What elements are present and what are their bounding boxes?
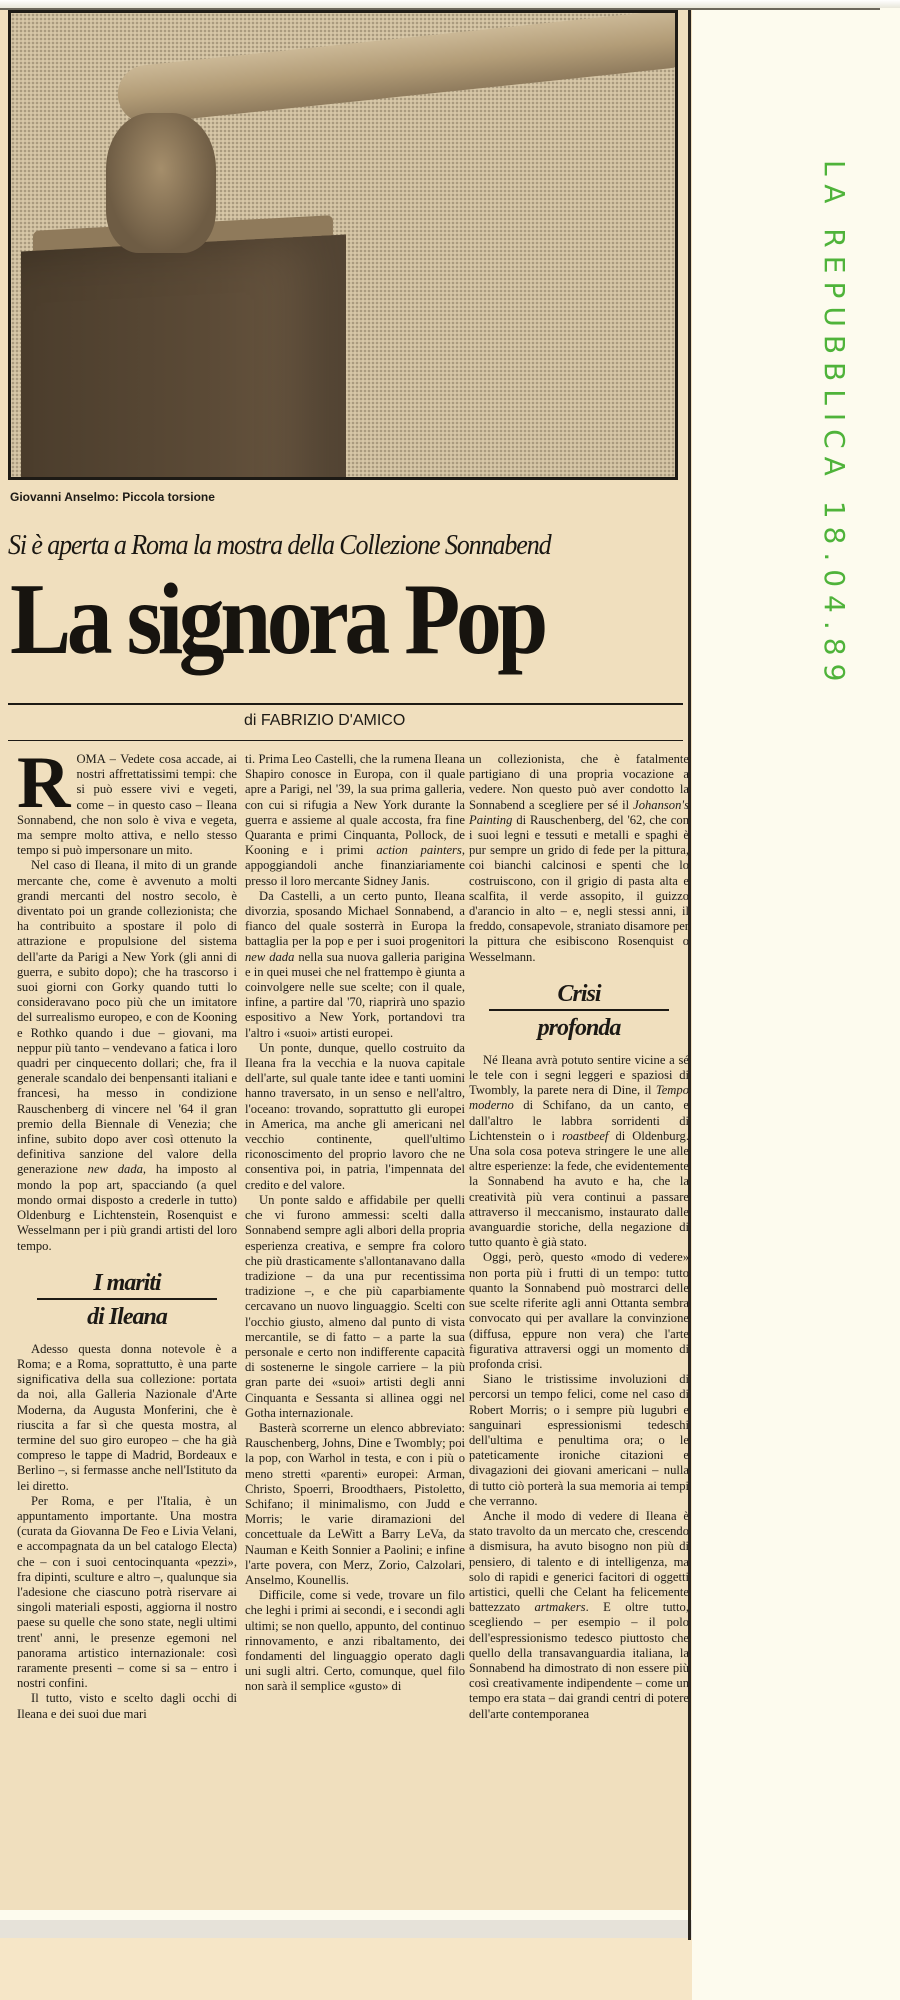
article-column-2 — [245, 752, 465, 1695]
paragraph: Per Roma, e per l'Italia, è un appuntamento importante. Una mostra (curata da Giovanna De Feo e Livia Velani, e accompagnata da un bel catalogo Electa) che – con i suoi centocinquanta «pezzi», fra dipinti, sculture e altro –, qualunque sia l'adesione che ciascuno potrà riservare ai singoli materiali esposti, aggiorna il nostro paese su quelle che sono state, negli ultimi trent' anni, le presenze egemoni nel panorama artistico internazionale: così raramente presenti – come si sa – entro i nostri confini. — [17, 1493, 237, 1691]
paragraph: Adesso questa donna notevole è a Roma; e a Roma, soprattutto, è una parte significativa della sua collezione: portata da noi, alla Galleria Nazionale d'Arte Moderna, da Augusta Monferini, che è riuscita a far sì che questa mostra, al termine del suo giro europeo – che ha già compreso le tappe di Madrid, Bordeaux e Berlino –, si fermasse anche nell'Istituto da lei diretto. — [17, 1341, 237, 1493]
paragraph-text: . E oltre tutto, scegliendo – per esempio – il polo dell'espressionismo tedesco piuttosto che quello della transavanguardia italiana, la Sonnabend ha dimostrato di non essere più così creativamente indipendente – come un tempo era stata – dai grandi centri di potere dell'arte contemporanea — [469, 1600, 689, 1721]
paragraph-text: nella sua nuova galleria parigina e in quei musei che nel frattempo è giunta a coinvolgere nelle sue scelte; con il quale, infine, a partire dal '70, riaprirà uno spazio espositivo a New York, portandovi tra l'altro i «suoi» artisti europei. — [245, 949, 466, 1040]
paragraph-text: di Schifano, da un canto, e dall'altro le labbra sorridenti di Lichtenstein o i — [469, 1098, 689, 1143]
paragraph-text: , appoggiandoli anche finanziariamente presso il loro mercante Sidney Janis. — [245, 843, 465, 888]
byline: di FABRIZIO D'AMICO — [244, 712, 406, 729]
italic-term: action painters — [376, 843, 462, 858]
paragraph: Difficile, come si vede, trovare un filo che leghi i primi ai secondi, e i secondi agli ultimi; se non quello, appunto, del continuo rinnovamento, e anzi ribaltamento, dei fondamenti del linguaggio operato dagli uni sugli altri. Certo, comunque, quel filo non sarà il semplice «gusto» di — [245, 1588, 465, 1694]
paragraph-text: ti. Prima Leo Castelli, che la rumena Ileana Shapiro conosce in Europa, con il quale apre a Parigi, nel '39, la sua prima galleria, con cui si rifugia a New York durante la guerra e assieme al quale accosta, fra fine Quaranta e primi Cinquanta, Pollock, de Kooning e i primi — [245, 752, 465, 858]
clipping-lower-margin — [0, 1938, 692, 2000]
paragraph-text: Anche il modo di vedere di Ileana è stato travolto da un mercato che, crescendo a dismisura, ha avuto bisogno non più di pensiero, di talento e di intelligenza, ma solo di rapidi e generici facitori di oggetti artistici, quelli che Celant ha felicemente battezzato — [469, 1508, 689, 1615]
subheading-mariti — [17, 1270, 237, 1330]
article-column-3 — [469, 752, 689, 1722]
clipping-fold-band — [0, 1920, 692, 1938]
drop-cap: R — [17, 742, 71, 824]
subheading-line: Crisi — [557, 980, 601, 1007]
stone-block — [21, 234, 346, 480]
paragraph: Un ponte saldo e affidabile per quelli che vi furono ammessi: scelti dalla Sonnabend sempre agli albori della propria esperienza creativa, e sempre fra coloro che più drasticamente s'allontanavano dalla tradizione – da una pur recentissima tradizione –, e che più caparbiamente cercavano un nuovo linguaggio. Scelti con l'occhio giusto, almeno dal punto di vista mercantile, se di fatto – a parte la sua personale e certo non indifferente capacità di sostenerne le singole carriere – la più gran parte dei «suoi» artisti degli anni Cinquanta e Sessanta si allinea oggi nel Gotha internazionale. — [245, 1192, 465, 1420]
paragraph-text: , ha imposto al mondo la pop art, spacciando (a quel mondo ormai disposto a crederle in tutto) Oldenburg e Lichtenstein, Rosenquist e Wesselmann per i più grandi artisti del loro tempo. — [17, 1162, 238, 1253]
article-column-1 — [17, 742, 238, 1722]
paragraph — [469, 1053, 689, 1251]
paragraph-text: Né Ileana avrà potuto sentire vicine a sé le tele con i segni leggeri e spaziosi di Twombly, la parete nera di Dine, il — [469, 1052, 689, 1098]
italic-term: Johanson's Painting — [469, 797, 689, 827]
paragraph-text: Nel caso di Ileana, il mito di un grande mercante che, come è avvenuto a molti grandi mercanti del nostro secolo, è diventato poi un grande collezionista; che ha contribuito a spostare il polo di attrazione e propulsione del sistema dell'arte da Parigi a New York (gli anni di guerra, e subito dopo); che ha trascorso i suoi giorni con Gorky quando tutti lo consideravano poco più che un imitatore del surrealismo europeo, e con de Kooning e Rothko quando i due – giovani, ma neppur più tanto – vendevano a fatica i loro quadri per cinquecento dollari; che, fra il generale scandalo dei benpensanti italiani e francesi, ha messo in condizione Rauschenberg di vincere nel '64 il gran premio della Biennale di Venezia; che infine, subito dopo aver così ottenuto la definitiva sanzione del valore della generazione — [17, 858, 237, 1177]
paragraph: Il tutto, visto e scelto dagli occhi di Ileana e dei suoi due mari — [17, 1691, 237, 1721]
italic-term: new dada — [245, 949, 295, 964]
byline-rule — [8, 740, 683, 741]
scan-top-edge — [0, 0, 900, 8]
sculpture-photo — [8, 10, 678, 480]
article-kicker: Si è aperta a Roma la mostra della Collezione Sonnabend — [8, 530, 551, 561]
paragraph-text: di Rauschenberg, del '62, che con i suoi legni e tessuti e metalli e spaghi è pur sempre un grido di fede per la pittura, coi bianchi calcinosi e spenti che lo costruiscono, con il grigio di pasta alta e scalfita, il verde assopito, il guizzo d'arancio in alto – e, negli stessi anni, il freddo, consapevole, straniato disamore per la pittura che esibiscono Rosenquist o Wesselmann. — [469, 812, 689, 964]
paragraph — [245, 889, 465, 1041]
subheading-rule — [489, 1009, 669, 1011]
paragraph-text: OMA – Vedete cosa accade, ai nostri affrettatissimi tempi: che si può essere vivi e vegeti, come – in questo caso – Ileana Sonnabend, che non solo è viva e vegeta, ma sempre molto attiva, e nello stesso tempo si può impersonare un mito. — [17, 752, 237, 858]
paragraph — [17, 742, 237, 858]
subheading-rule — [37, 1298, 217, 1300]
paragraph-text: di Oldenburg. Una sola cosa poteva stringere le une alle altre esperienze: la fede, che evidentemente la Sonnabend ha avuto e ha, che la creatività più vera continui a passare attraverso il meccanismo, instaurato dalle avanguardie storiche, della negazione di tutto quanto è già stato. — [469, 1128, 690, 1250]
italic-term: Tempo moderno — [469, 1083, 689, 1113]
cloth-knot — [106, 113, 216, 253]
italic-term: new dada — [87, 1162, 143, 1177]
article-headline: La signora Pop — [10, 563, 544, 676]
handwritten-source-annotation: LA REPUBBLICA 18.04.89 — [818, 160, 851, 690]
paragraph — [469, 752, 689, 965]
subheading-crisi — [469, 981, 689, 1041]
headline-rule — [8, 703, 683, 705]
paragraph: Un ponte, dunque, quello costruito da Ileana fra la vecchia e la nuova capitale dell'arte, sul quale tante idee e tanti uomini hanno traversato, in un senso e nell'altro, l'oceano: trovando, soprattutto gli europei in America, ma anche gli americani nel vecchio continente, quell'ultimo riconoscimento del proprio lavoro che ne consentiva poi, in patria, l'impennata del credito e del valore. — [245, 1040, 465, 1192]
paragraph-text: un collezionista, che è fatalmente partigiano di una propria vocazione a vedere. Non questo può aver condotto la Sonnabend a scegliere per sé il — [469, 752, 689, 812]
paragraph — [17, 858, 237, 1253]
paragraph: Basterà scorrerne un elenco abbreviato: Rauschenberg, Johns, Dine e Twombly; poi la pop, con Warhol in testa, e con i più o meno stretti «parenti» europei: Arman, Christo, Spoerri, Broodthaers, Pistoletto, Schifano; il minimalismo, con Judd e Morris; le varie diramazioni del concettuale da LeWitt a Barry LeVa, da Nauman e Keith Sonnier a Paolini; e infine l'arte povera, con Merz, Zorio, Calzolari, Anselmo, Kounellis. — [245, 1420, 465, 1587]
subheading-line: profonda — [537, 1014, 621, 1041]
paragraph — [469, 1509, 689, 1722]
paragraph — [245, 752, 465, 889]
subheading-line: di Ileana — [87, 1303, 167, 1330]
subheading-line: I mariti — [93, 1269, 161, 1296]
wooden-beam — [115, 10, 678, 126]
paragraph: Siano le tristissime involuzioni di percorsi un tempo felici, come nel caso di Robert Morris; o i sempre più lugubri e sanguinari espressionismi tedeschi dell'ultima e penultima ora; o le pateticamente ironiche citazioni e divagazioni dei giovani americani – nulla di tutto ciò porterà la sua memoria ai tempi che verranno. — [469, 1372, 689, 1508]
italic-term: artmakers — [534, 1600, 586, 1615]
italic-term: roastbeef — [562, 1128, 609, 1143]
photo-caption: Giovanni Anselmo: Piccola torsione — [10, 490, 215, 504]
paragraph: Oggi, però, questo «modo di vedere» non porta più i frutti di un tempo: tutto quanto la Sonnabend può mostrarci delle sue scelte riferite agli anni Ottanta sembra convocato qui per avallare la convinzione (diffusa, eppure non vera) che l'arte figurativa attraversi oggi un momento di profonda crisi. — [469, 1250, 689, 1371]
paragraph-text: Da Castelli, a un certo punto, Ileana divorzia, sposando Michael Sonnabend, a fianco del quale sosterrà in Europa la battaglia per la pop e per i suoi progenitori — [245, 888, 465, 949]
